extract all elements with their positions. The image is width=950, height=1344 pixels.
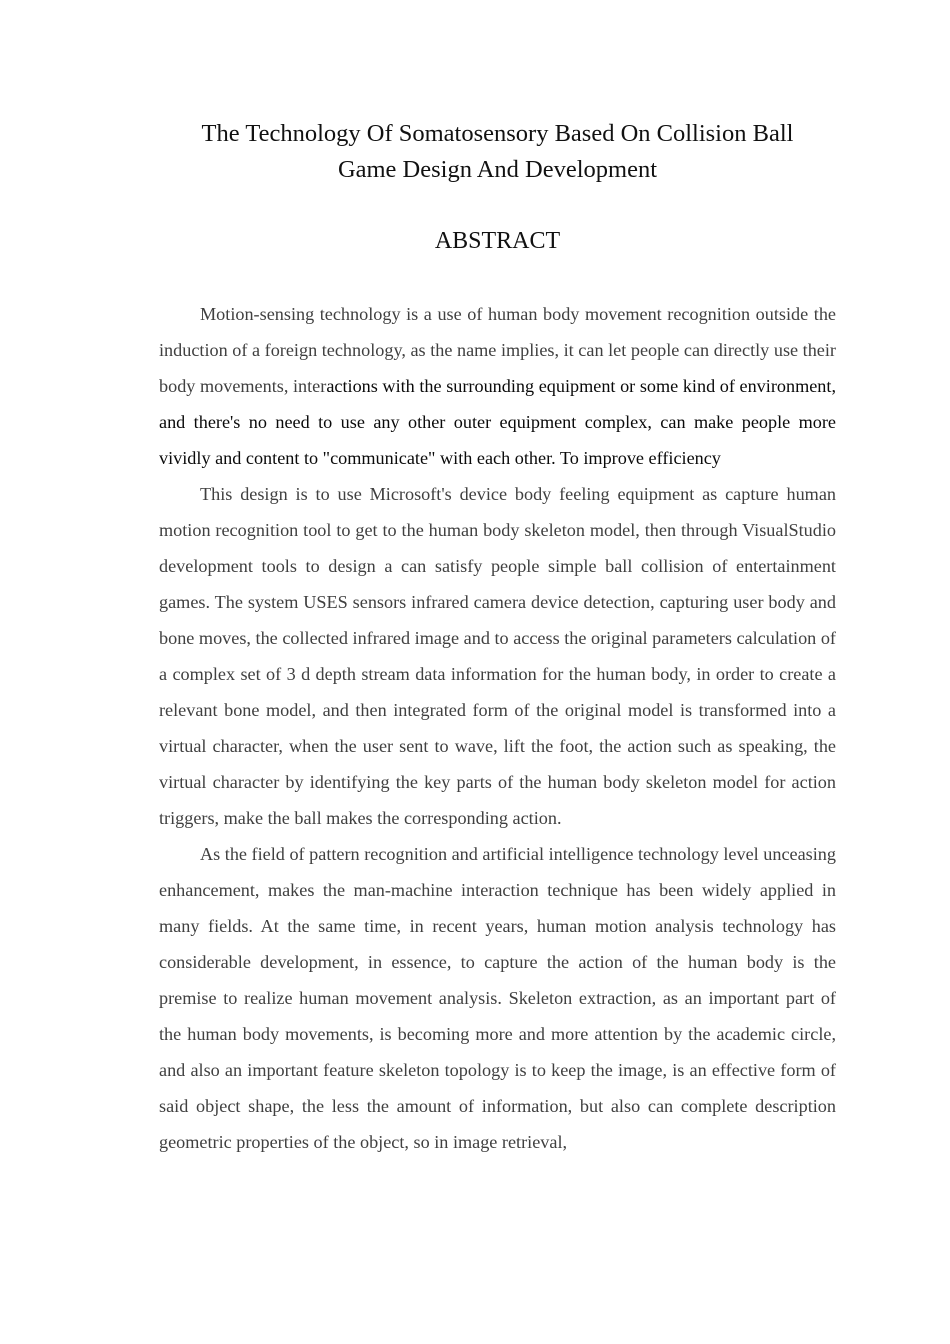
abstract-body <box>159 296 836 1160</box>
title-line-1: The Technology Of Somatosensory Based On Collision Ball <box>201 120 794 147</box>
paragraph-1-lead: Motion-sensing technology is a use of human body movement recognition outside the induction of a foreign technology, as the name implies, it can let people can directly use their body movements, inter <box>159 304 836 396</box>
abstract-heading: ABSTRACT <box>434 228 561 254</box>
paragraph-1-tail: actions with the surrounding equipment or some kind of environment, and there's no need to use any other outer equipment complex, can make people more vividly and content to "communicate" with each other. To improve efficiency <box>159 376 836 468</box>
title-line-2: Game Design And Development <box>337 156 658 183</box>
abstract-paragraph-2: This design is to use Microsoft's device body feeling equipment as capture human motion recognition tool to get to the human body skeleton model, then through VisualStudio development tools to design a can satisfy people simple ball collision of entertainment games. The system USES sensors infrared camera device detection, capturing user body and bone moves, the collected infrared image and to access the original parameters calculation of a complex set of 3 d depth stream data information for the human body, in order to create a relevant bone model, and then integrated form of the original model is transformed into a virtual character, when the user sent to wave, lift the foot, the action such as speaking, the virtual character by identifying the key parts of the human body skeleton model for action triggers, make the ball makes the corresponding action. <box>159 484 836 828</box>
abstract-paragraph-3: As the field of pattern recognition and artificial intelligence technology level unceasing enhancement, makes the man-machine interaction technique has been widely applied in many fields. At the same time, in recent years, human motion analysis technology has considerable development, in essence, to capture the action of the human body is the premise to realize human movement analysis. Skeleton extraction, as an important part of the human body movements, is becoming more and more attention by the academic circle, and also an important feature skeleton topology is to keep the image, is an effective form of said object shape, the less the amount of information, but also can complete description geometric properties of the object, so in image retrieval, <box>159 844 836 1152</box>
abstract-paragraph-1 <box>159 296 836 476</box>
document-title <box>149 116 846 188</box>
